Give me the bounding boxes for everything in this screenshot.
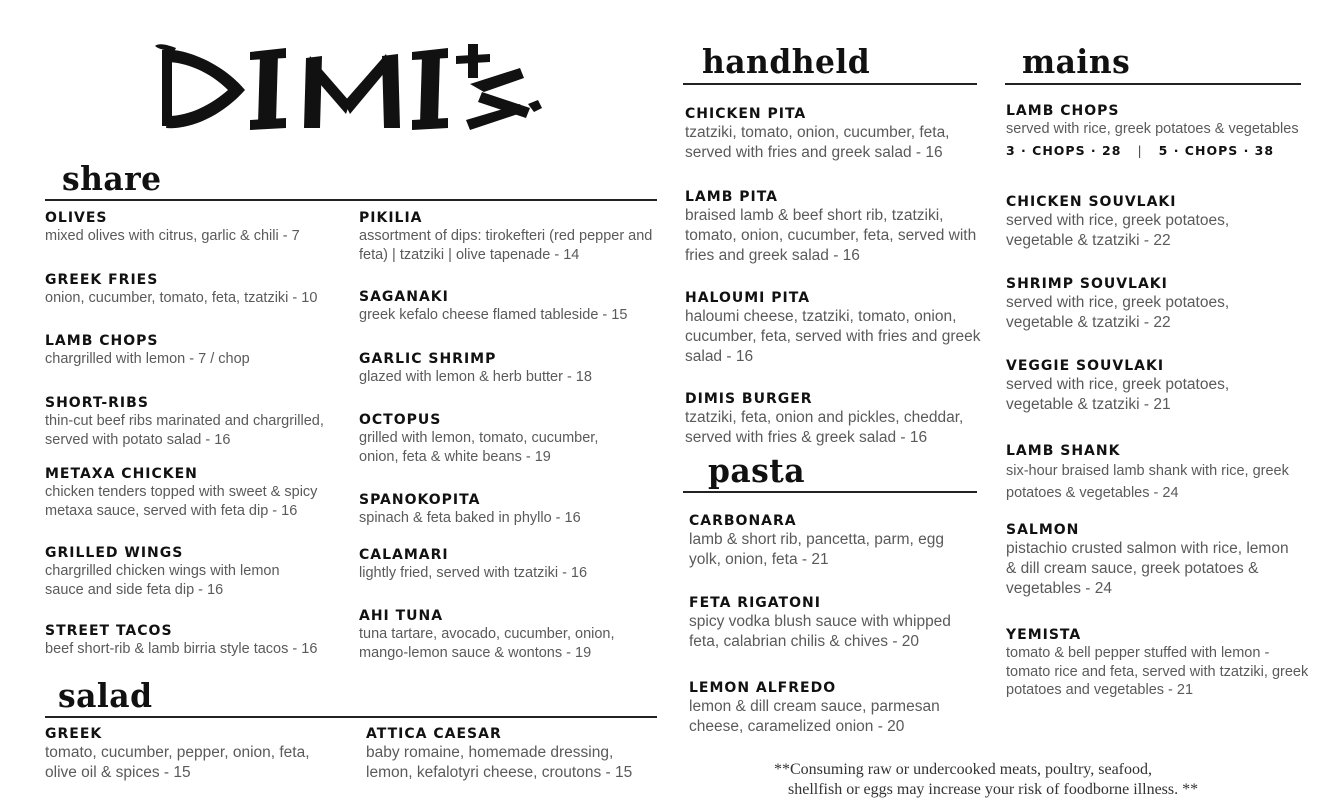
menu-item bbox=[45, 465, 350, 520]
item-description: greek kefalo cheese flamed tableside - 15 bbox=[359, 307, 628, 323]
menu-item bbox=[45, 725, 315, 783]
menu-item bbox=[1006, 357, 1296, 415]
item-description: tzatziki, feta, onion and pickles, cheddar, served with fries & greek salad - 16 bbox=[685, 409, 964, 446]
item-name: VEGGIE SOUVLAKI bbox=[1006, 358, 1165, 374]
item-description: tzatziki, tomato, onion, cucumber, feta, served with fries and greek salad - 16 bbox=[685, 124, 950, 161]
disclaimer-line-2: shellfish or eggs may increase your risk of foodborne illness. ** bbox=[788, 781, 1199, 798]
menu-item bbox=[45, 271, 355, 308]
item-name: LAMB SHANK bbox=[1006, 443, 1121, 459]
item-description: served with rice, greek potatoes & vegetables bbox=[1006, 121, 1299, 137]
menu-item bbox=[45, 209, 355, 246]
section-title-salad: salad bbox=[58, 676, 153, 715]
item-description: onion, cucumber, tomato, feta, tzatziki - 10 bbox=[45, 290, 318, 306]
item-name: CALAMARI bbox=[359, 547, 449, 563]
allergen-disclaimer bbox=[774, 760, 1198, 800]
section-divider bbox=[45, 199, 657, 201]
section-title-handheld: handheld bbox=[702, 42, 871, 81]
item-name: FETA RIGATONI bbox=[689, 595, 821, 611]
item-name: YEMISTA bbox=[1006, 627, 1082, 643]
option-separator: | bbox=[1137, 142, 1143, 158]
item-name: CARBONARA bbox=[689, 513, 797, 529]
section-divider bbox=[45, 716, 657, 718]
item-description: tuna tartare, avocado, cucumber, onion, mango-lemon sauce & wontons - 19 bbox=[359, 626, 615, 661]
menu-item bbox=[359, 288, 654, 325]
section-title-pasta: pasta bbox=[708, 451, 806, 490]
item-description: baby romaine, homemade dressing, lemon, kefalotyri cheese, croutons - 15 bbox=[366, 744, 633, 781]
item-description: served with rice, greek potatoes, vegetable & tzatziki - 22 bbox=[1006, 212, 1230, 249]
item-description: lamb & short rib, pancetta, parm, egg yolk, onion, feta - 21 bbox=[689, 531, 945, 568]
menu-item bbox=[1006, 626, 1311, 700]
item-description: glazed with lemon & herb butter - 18 bbox=[359, 369, 592, 385]
item-description: haloumi cheese, tzatziki, tomato, onion, cucumber, feta, served with fries and greek salad - 16 bbox=[685, 308, 981, 365]
menu-item bbox=[685, 289, 985, 367]
item-name: HALOUMI PITA bbox=[685, 290, 811, 306]
item-name: SPANOKOPITA bbox=[359, 492, 481, 508]
item-description: chargrilled with lemon - 7 / chop bbox=[45, 351, 250, 367]
menu-item bbox=[45, 622, 355, 659]
item-name: GARLIC SHRIMP bbox=[359, 351, 497, 367]
menu-item bbox=[1006, 275, 1296, 333]
item-name: SHORT-RIBS bbox=[45, 395, 149, 411]
section-divider bbox=[683, 491, 977, 493]
item-description: served with rice, greek potatoes, vegetable & tzatziki - 22 bbox=[1006, 294, 1230, 331]
menu-item bbox=[359, 350, 654, 387]
item-description: braised lamb & beef short rib, tzatziki, tomato, onion, cucumber, feta, served with fries and greek salad - 16 bbox=[685, 207, 977, 264]
item-description: pistachio crusted salmon with rice, lemon & dill cream sauce, greek potatoes & vegetables - 24 bbox=[1006, 540, 1289, 597]
menu-item bbox=[1006, 521, 1296, 599]
item-name: OCTOPUS bbox=[359, 412, 442, 428]
item-description: tomato, cucumber, pepper, onion, feta, olive oil & spices - 15 bbox=[45, 744, 310, 781]
item-name: STREET TACOS bbox=[45, 623, 173, 639]
option-5-chops: 5 · CHOPS · 38 bbox=[1158, 142, 1275, 158]
item-name: CHICKEN PITA bbox=[685, 106, 807, 122]
item-name: LAMB CHOPS bbox=[45, 333, 159, 349]
section-title-mains: mains bbox=[1022, 42, 1131, 81]
item-name: LAMB PITA bbox=[685, 189, 778, 205]
menu-item bbox=[689, 512, 979, 570]
item-description: spicy vodka blush sauce with whipped feta, calabrian chilis & chives - 20 bbox=[689, 613, 951, 650]
item-name: LAMB CHOPS bbox=[1006, 103, 1120, 119]
item-name: GRILLED WINGS bbox=[45, 545, 184, 561]
item-description: thin-cut beef ribs marinated and chargrilled, served with potato salad - 16 bbox=[45, 413, 324, 448]
item-name: LEMON ALFREDO bbox=[689, 680, 837, 696]
item-description: mixed olives with citrus, garlic & chili - 7 bbox=[45, 228, 300, 244]
item-name: SHRIMP SOUVLAKI bbox=[1006, 276, 1168, 292]
item-description: tomato & bell pepper stuffed with lemon - tomato rice and feta, served with tzatziki, greek potatoes and vegetables - 21 bbox=[1006, 645, 1309, 698]
item-description: spinach & feta baked in phyllo - 16 bbox=[359, 510, 581, 526]
item-name: ATTICA CAESAR bbox=[366, 726, 502, 742]
section-title-share: share bbox=[62, 159, 162, 198]
option-3-chops: 3 · CHOPS · 28 bbox=[1006, 142, 1122, 158]
menu-item bbox=[45, 332, 355, 369]
menu-item bbox=[689, 679, 979, 737]
menu-item bbox=[359, 491, 654, 528]
item-description: lightly fried, served with tzatziki - 16 bbox=[359, 565, 588, 581]
item-name: GREEK bbox=[45, 726, 103, 742]
item-description: served with rice, greek potatoes, vegetable & tzatziki - 21 bbox=[1006, 376, 1230, 413]
menu-item bbox=[1006, 442, 1296, 504]
item-description: chicken tenders topped with sweet & spicy metaxa sauce, served with feta dip - 16 bbox=[45, 484, 318, 519]
menu-item bbox=[359, 546, 654, 583]
item-name: GREEK FRIES bbox=[45, 272, 159, 288]
menu-item bbox=[685, 188, 980, 266]
item-description: chargrilled chicken wings with lemon sauce and side feta dip - 16 bbox=[45, 563, 280, 598]
item-description: assortment of dips: tirokefteri (red pepper and feta) | tzatziki | olive tapenade - 14 bbox=[359, 228, 653, 263]
item-name: DIMIS BURGER bbox=[685, 391, 813, 407]
item-description: six-hour braised lamb shank with rice, greek potatoes & vegetables - 24 bbox=[1006, 463, 1289, 501]
menu-item bbox=[359, 209, 654, 264]
item-name: METAXA CHICKEN bbox=[45, 466, 198, 482]
menu-item bbox=[1006, 193, 1296, 251]
menu-item bbox=[1006, 102, 1331, 158]
section-divider bbox=[1005, 83, 1301, 85]
item-name: AHI TUNA bbox=[359, 608, 444, 624]
menu-item bbox=[45, 394, 355, 449]
item-description: lemon & dill cream sauce, parmesan cheese, caramelized onion - 20 bbox=[689, 698, 940, 735]
menu-item bbox=[689, 594, 979, 652]
item-description: beef short-rib & lamb birria style tacos - 16 bbox=[45, 641, 318, 657]
menu-item bbox=[45, 544, 315, 599]
menu-item bbox=[685, 105, 985, 163]
item-name: OLIVES bbox=[45, 210, 108, 226]
menu-item bbox=[366, 725, 661, 783]
item-name: PIKILIA bbox=[359, 210, 423, 226]
section-divider bbox=[683, 83, 977, 85]
portion-options bbox=[1006, 143, 1331, 158]
item-name: SALMON bbox=[1006, 522, 1080, 538]
restaurant-logo bbox=[150, 38, 550, 138]
disclaimer-line-1: **Consuming raw or undercooked meats, poultry, seafood, bbox=[774, 761, 1152, 778]
item-name: SAGANAKI bbox=[359, 289, 449, 305]
item-name: CHICKEN SOUVLAKI bbox=[1006, 194, 1177, 210]
item-description: grilled with lemon, tomato, cucumber, onion, feta & white beans - 19 bbox=[359, 430, 599, 465]
menu-item bbox=[359, 411, 629, 466]
menu-item bbox=[359, 607, 639, 662]
menu-item bbox=[685, 390, 990, 448]
